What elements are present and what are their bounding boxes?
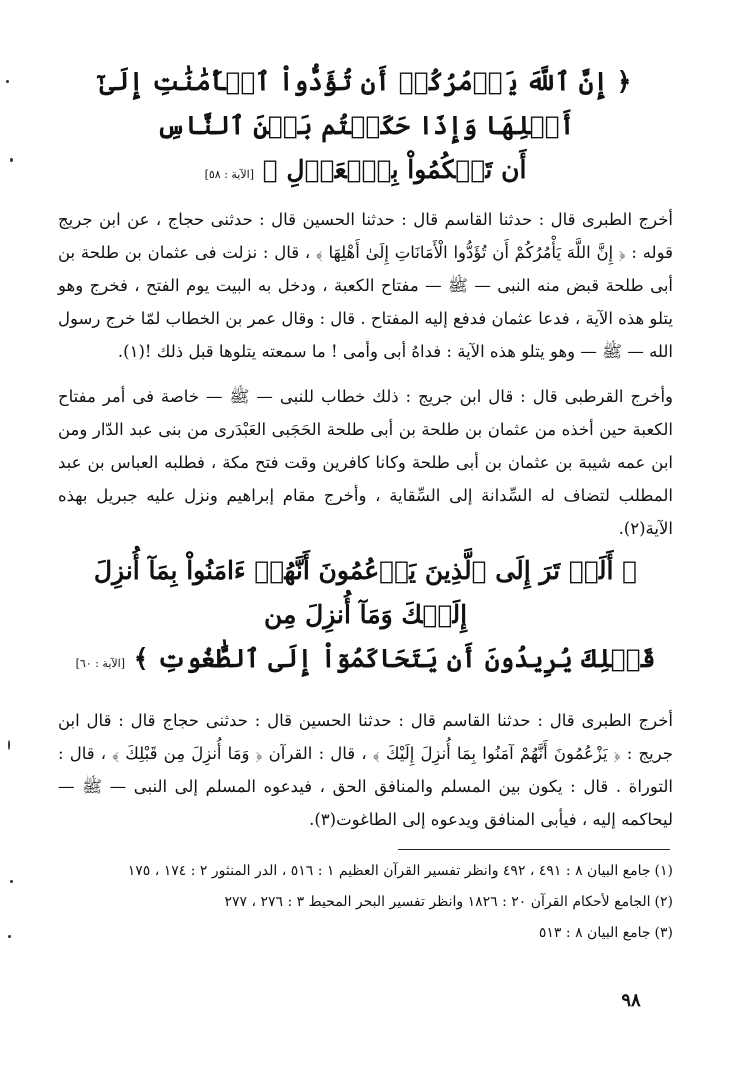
scan-speck — [8, 935, 11, 938]
scan-speck — [10, 880, 13, 883]
verse-58 — [58, 60, 673, 197]
footnote-1 — [58, 856, 673, 887]
footnote-text: جامع البيان ٨ : ٤٩١ ، ٤٩٢ وانظر تفسير القرآن العظيم ١ : ٥١٦ ، الدر المنثور ٢ : ١٧٤ ، ١٧٥ — [127, 863, 651, 879]
verse-58-reference: [الآية : ٥٨] — [204, 168, 254, 181]
footnote-number: (٣) — [654, 925, 673, 941]
footnote-text: جامع البيان ٨ : ٥١٣ — [538, 925, 651, 941]
paragraph-tabari-2: أخرج الطبرى قال : حدثنا القاسم قال : حدثنا الحسين قال : حدثنى حجاج قال : قال ابن جريج : ﴿ يَزْعُمُونَ أَنَّهُمْ آمَنُوا بِمَا أُنزِلَ إِلَيْكَ ﴾ ، قال : القرآن ﴿ وَمَا أُنزِلَ مِن قَبْلِكَ ﴾ ، قال : التوراة . قال : يكون بين المسلم والمنافق الحق ، فيدعوه المسلم إلى النبى — ﷺ — ليحاكمه إليه ، فيأبى المنافق ويدعوه إلى الطاغوت(٣). — [58, 711, 673, 829]
verse-60-line-2-text: قَبۡلِكَ يُرِيدُونَ أَن يَتَحَاكَمُوٓاْ إِلَى ٱلطَّٰغُوتِ ﴾ — [133, 644, 656, 673]
paragraph-qurtubi: وأخرج القرطبى قال : قال ابن جريج : ذلك خطاب للنبى — ﷺ — خاصة فى أمر مفتاح الكعبة حين أخذه من عثمان بن طلحة بن أبى طلحة الحَجَبى العَبْدَرى من بنى عبد الدّار ومن ابن عمه شيبة بن عثمان بن أبى طلحة وكانا كافرين وقت فتح مكة ، فطلبه العباس بن عبد المطلب لتضاف له السِّدانة إلى السِّقاية ، وأخرج مقام إبراهيم ونزل عليه جبريل بهذه الآية(٢). — [58, 387, 673, 538]
verse-58-line-2-text: أَن تَحۡكُمُواْ بِٱلۡعَدۡلِ ﴾ — [262, 155, 527, 184]
scan-speck — [10, 158, 13, 162]
verse-60-line-1: ﴿ أَلَمۡ تَرَ إِلَى ٱلَّذِينَ يَزۡعُمُونَ أَنَّهُمۡ ءَامَنُواْ بِمَآ أُنزِلَ إِلَيۡكَ وَمَآ أُنزِلَ مِن — [93, 556, 638, 629]
footnote-number: (٢) — [654, 894, 673, 910]
verse-58-line-2 — [58, 148, 673, 197]
verse-60-reference: [الآية : ٦٠] — [75, 657, 125, 670]
footnote-2 — [58, 887, 673, 918]
paragraph-gap — [58, 692, 673, 704]
footnote-number: (١) — [654, 863, 673, 879]
page-number: ٩٨ — [621, 990, 641, 1011]
page-body — [58, 60, 673, 836]
verse-60-line-2 — [58, 637, 673, 686]
scan-speck — [8, 740, 10, 750]
footnote-divider — [398, 849, 670, 850]
footnote-text: الجامع لأحكام القرآن ٢٠ : ١٨٢٦ وانظر تفسير البحر المحيط ٣ : ٢٧٦ ، ٢٧٧ — [224, 894, 651, 910]
paragraph-tabari-1: أخرج الطبرى قال : حدثنا القاسم قال : حدثنا الحسين قال : حدثنى حجاج ، عن ابن جريج قوله : ﴿ إِنَّ اللَّهَ يَأْمُرُكُمْ أَن تُؤَدُّوا الْأَمَانَاتِ إِلَىٰ أَهْلِهَا ﴾ ، قال : نزلت فى عثمان بن طلحة بن أبى طلحة قبض منه النبى — ﷺ — مفتاح الكعبة ، ودخل به البيت يوم الفتح ، فخرج وهو يتلو هذه الآية ، فدعا عثمان فدفع إليه المفتاح . قال : وقال عمر بن الخطاب لمّا خرج رسول الله — ﷺ — وهو يتلو هذه الآية : فداهُ أبى وأمى ! ما سمعته يتلوها قبل ذلك !(١). — [58, 210, 673, 361]
verse-58-line-1: ﴿ إِنَّ ٱللَّهَ يَأۡمُرُكُمۡ أَن تُؤَدُّواْ ٱلۡأَمَٰنَٰتِ إِلَىٰٓ أَهۡلِهَا وَإِذَا حَكَمۡتُم بَيۡنَ ٱلنَّاسِ — [99, 67, 632, 140]
footnote-3 — [58, 918, 673, 949]
verse-60 — [58, 549, 673, 686]
footnotes — [58, 856, 673, 949]
paragraph-gap — [58, 368, 673, 380]
scan-speck — [6, 80, 9, 83]
